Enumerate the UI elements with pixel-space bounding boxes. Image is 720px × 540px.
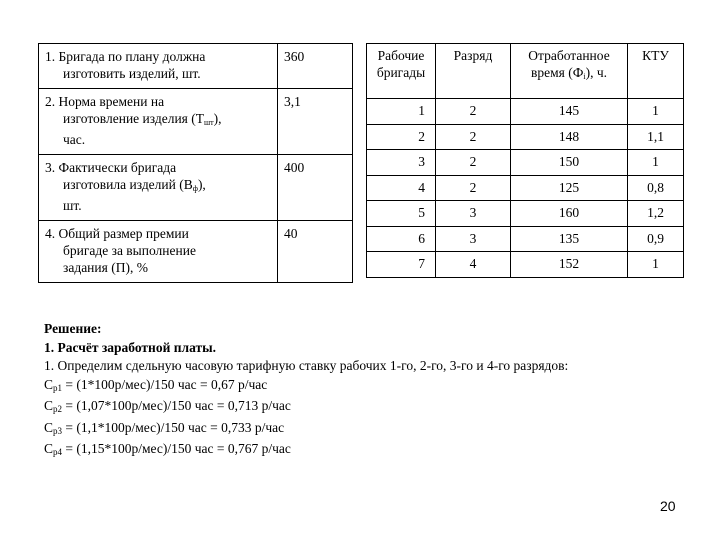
worker-grade: 3 xyxy=(436,201,511,227)
page-number: 20 xyxy=(660,498,676,514)
worker-ktu: 0,8 xyxy=(628,175,684,201)
formula-list xyxy=(44,376,568,462)
workers-body xyxy=(367,99,684,278)
worker-ktu: 1 xyxy=(628,252,684,278)
worker-time: 150 xyxy=(511,150,628,176)
worker-number: 5 xyxy=(367,201,436,227)
header-workers: Рабочие бригады xyxy=(367,44,436,99)
worker-row xyxy=(367,150,684,176)
worker-time: 145 xyxy=(511,99,628,125)
worker-row xyxy=(367,99,684,125)
worker-time: 148 xyxy=(511,124,628,150)
rate-formula: $С_{р1} = (1*100р/мес)/150$ час = 0,67 р/час xyxy=(44,376,268,393)
param-label: 2. Норма времени на изготовление изделия (Тшт), час. xyxy=(39,89,278,155)
worker-grade: 3 xyxy=(436,226,511,252)
worker-ktu: 1,1 xyxy=(628,124,684,150)
param-row xyxy=(39,221,353,283)
worker-row xyxy=(367,201,684,227)
rate-formula: $С_{р4} = (1,15*100р/мес)/150$ час = 0,767 р/час xyxy=(44,441,291,457)
worker-number: 7 xyxy=(367,252,436,278)
param-value: 40 xyxy=(278,221,353,283)
worker-row xyxy=(367,175,684,201)
workers-table xyxy=(366,43,684,278)
solution-intro: 1. Определим сдельную часовую тарифную ставку рабочих 1-го, 2-го, 3-го и 4-го разрядов: xyxy=(44,358,569,373)
solution-block xyxy=(44,320,568,462)
parameters-table xyxy=(38,43,353,283)
worker-ktu: 1 xyxy=(628,99,684,125)
worker-time: 125 xyxy=(511,175,628,201)
solution-step-title: 1. Расчёт заработной платы. xyxy=(44,339,217,355)
param-label: 4. Общий размер премии бригаде за выполнение задания (П), % xyxy=(39,221,278,283)
worker-grade: 2 xyxy=(436,150,511,176)
param-row xyxy=(39,89,353,155)
header-worked-time: Отработанное время (Фi), ч. xyxy=(511,44,628,99)
worker-number: 2 xyxy=(367,124,436,150)
rate-formula: $С_{р2} = (1,07*100р/мес)/150$ час = 0,713 р/час xyxy=(44,398,291,414)
param-value: 400 xyxy=(278,155,353,221)
workers-header-row xyxy=(367,44,684,99)
worker-row xyxy=(367,226,684,252)
worker-ktu: 0,9 xyxy=(628,226,684,252)
worker-grade: 4 xyxy=(436,252,511,278)
rate-formula: $С_{р3} = (1,1*100р/мес)/150$ час = 0,733 р/час xyxy=(44,419,285,436)
worker-time: 135 xyxy=(511,226,628,252)
worker-time: 152 xyxy=(511,252,628,278)
param-value: 3,1 xyxy=(278,89,353,155)
worker-number: 4 xyxy=(367,175,436,201)
worker-grade: 2 xyxy=(436,99,511,125)
solution-heading: Решение: xyxy=(44,321,102,336)
param-label: 3. Фактически бригада изготовила изделий (Вф), шт. xyxy=(39,155,278,221)
worker-grade: 2 xyxy=(436,124,511,150)
worker-ktu: 1,2 xyxy=(628,201,684,227)
param-label: 1. Бригада по плану должна изготовить изделий, шт. xyxy=(39,44,278,89)
worker-row xyxy=(367,252,684,278)
worker-ktu: 1 xyxy=(628,150,684,176)
param-row xyxy=(39,155,353,221)
worker-grade: 2 xyxy=(436,175,511,201)
param-value: 360 xyxy=(278,44,353,89)
header-grade: Разряд xyxy=(436,44,511,99)
worker-number: 1 xyxy=(367,99,436,125)
header-ktu: КТУ xyxy=(628,44,684,99)
worker-row xyxy=(367,124,684,150)
worker-number: 6 xyxy=(367,226,436,252)
worker-number: 3 xyxy=(367,150,436,176)
worker-time: 160 xyxy=(511,201,628,227)
param-row xyxy=(39,44,353,89)
